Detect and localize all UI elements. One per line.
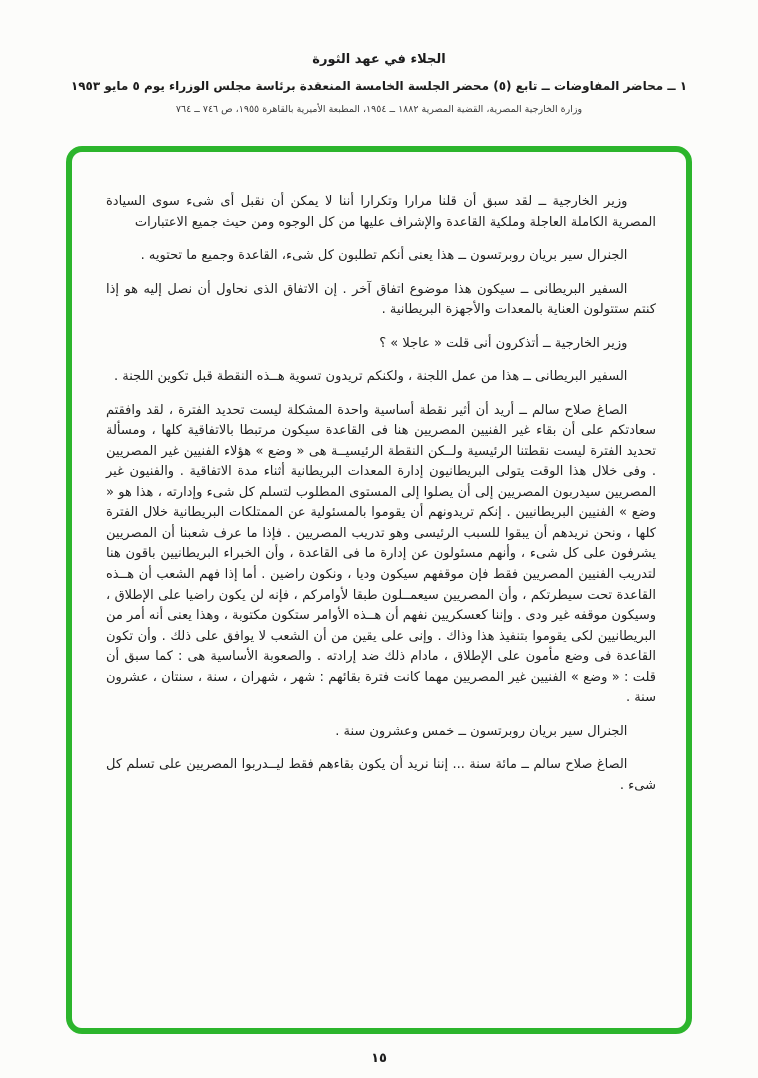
paragraph: السفير البريطانى ــ هذا من عمل اللجنة ، ولكنكم تريدون تسوية هــذه النقطة قبل تكوين اللجنة . (113, 369, 628, 385)
page-number: ١٥ (371, 1051, 387, 1066)
paragraph: الجنرال سير بريان روبرتسون ــ هذا يعنى أنكم تطلبون كل شىء، القاعدة وجميع ما تحتويه . (140, 248, 628, 264)
source-footnote: وزارة الخارجية المصرية، القضية المصرية ١٨٨٢ ــ ١٩٥٤، المطبعة الأميرية بالقاهرة ١٩٥٥، ص ٧٤٦ ــ ٧٦٤ (175, 104, 583, 115)
paragraph: السفير البريطانى ــ سيكون هذا موضوع اتفاق آخر . إن الاتفاق الذى نحاول أن نصل إليه هو إذا كنتم ستتولون العناية بالمعدات والأجهزة البريطانية . (106, 281, 656, 318)
paragraph: وزير الخارجية ــ لقد سبق أن قلنا مرارا وتكرارا أننا لا يمكن أن نقبل أى شىء سوى السيادة المصرية الكاملة العاجلة وملكية القاعدة والإشراف عليها من كل الوجوه ومن حيث جميع الاعتبارات (106, 194, 656, 230)
paragraph: الجنرال سير بريان روبرتسون ــ خمس وعشرون سنة . (335, 723, 628, 739)
document-subtitle: ١ ــ محاضر المفاوضات ــ تابع (٥) محضر الجلسة الخامسة المنعقدة برئاسة مجلس الوزراء يوم ٥ مايو ١٩٥٣ (70, 79, 688, 93)
transcript-body (106, 192, 656, 796)
page-title: الجلاء في عهد الثورة (312, 52, 446, 67)
paragraph: وزير الخارجية ــ أتذكرون أنى قلت « عاجلا » ؟ (379, 335, 628, 351)
paragraph: الصاغ صلاح سالم ــ مائة سنة ... إننا نريد أن يكون بقاءهم فقط ليــدربوا المصريين على تسلم كل شىء . (106, 757, 656, 793)
highlight-box (66, 146, 692, 1034)
paragraph: الصاغ صلاح سالم ــ أريد أن أثير نقطة أساسية واحدة المشكلة ليست تحديد الفترة ، لقد وافقتم سعادتكم على أن بقاء غير الفنيين المصريين هنا فى القاعدة سيكون مرتبطا بالاتفاقية كلها ، ومسألة تحديد الفترة ليست نقطتنا الرئيسية ولــكن النقطة الرئيسيــة هى « وضع » هؤلاء الفنيين غير المصريين . وفى خلال هذا الوقت يتولى البريطانيون إدارة المعدات البريطانية أثناء مدة الاتفاقية . والفنيون غير المصريين سيدربون المصريين إلى أن يصلوا إلى المستوى المطلوب لتسلم كل شىء وإدارته ، هذا هو « وضع » الفنيين البريطانيين . إنكم تريدونهم أن يقوموا بالمسئولية عن الممتلكات البريطانية خلال الفترة كلها ، ونحن نريدهم أن يبقوا للسبب الرئيسى وهو تدريب المصريين . فإذا ما عرف شعبنا أن المصريين يشرفون على كل شىء ، وأنهم مسئولون عن إدارة ما فى القاعدة ، وأن الخبراء البريطانيين باقون هنا لتدريب الفنيين المصريين فقط فإن موقفهم سيكون وديا ، ونكون راضين . أما إذا فهم الشعب أن هــذه القاعدة تحت سيطرتكم ، وأن المصريين سيعمــلون طبقا لأوامركم ، فإنه لن يكون راضيا على الإطلاق ، وسيكون موقفه غير ودى . وإننا كعسكريين نفهم أن هــذه الأوامر ستكون مكتوبة ، وهذا يعنى أنه أمر من البريطانيين لكى يقوموا بتنفيذ هذا وذاك . وإنى على يقين من أن الشعب لا يوافق على ذلك . وأن تكون القاعدة فى وضع مأمون على الإطلاق ، مادام ذلك ضد إرادته . والصعوبة الأساسية هى : كما سبق أن قلت : « وضع » الفنيين غير المصريين مهما كانت فترة بقائهم : شهر ، شهران ، سنة ، سنتان ، عشرون سنة . (106, 402, 656, 706)
